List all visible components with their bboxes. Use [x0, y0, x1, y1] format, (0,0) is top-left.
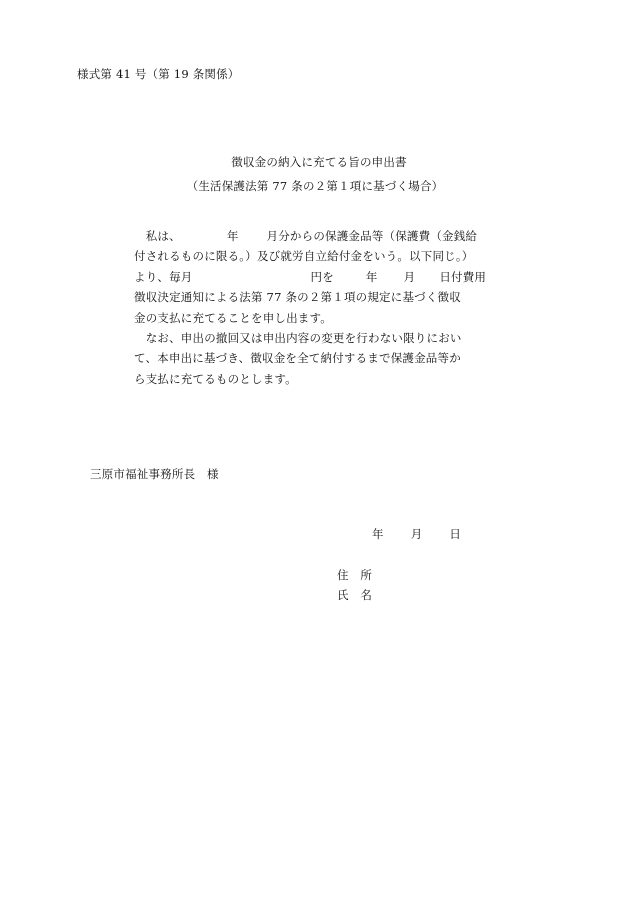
monthly-label: より、毎月: [134, 269, 193, 284]
body-text: [134, 226, 494, 389]
year-label: 年: [226, 229, 239, 243]
addressee: 三原市福祉事務所長 様: [90, 467, 219, 481]
document-subtitle: （生活保護法第 77 条の２第１項に基づく場合）: [186, 179, 444, 193]
yen-label: 円を: [310, 269, 334, 284]
body-line-4: 徴収決定通知による法第 77 条の２第１項の規定に基づく徴収: [134, 290, 461, 305]
body-line-8: ら支払に充てるものとします。: [134, 371, 297, 386]
document-title-block: [0, 150, 630, 198]
month-label-2: 月: [403, 269, 416, 284]
body-line-2: 付されるものに限る。）及び就労自立給付金をいう。以下同じ。）: [134, 249, 474, 264]
body-line-7: て、本申出に基づき、徴収金を全て納付するまで保護金品等か: [134, 351, 461, 366]
body-line-5: 金の支払に充てることを申し出ます。: [134, 310, 332, 325]
address-label: 住 所: [337, 568, 373, 582]
body-line-1-end: 月分からの保護金品等（保護費（金銭給: [266, 229, 478, 243]
body-line-1-start: 私は、: [134, 229, 181, 243]
form-number: 様式第 41 号（第 19 条関係）: [77, 67, 240, 81]
body-line-1: [134, 226, 494, 246]
name-label: 氏 名: [337, 588, 373, 602]
year-label-2: 年: [365, 269, 378, 284]
date-row: [372, 526, 461, 542]
date-year-label: 年: [372, 527, 384, 541]
date-month-label: 月: [410, 527, 423, 541]
day-fee-label: 日付費用: [439, 269, 487, 284]
date-day-label: 日: [449, 527, 462, 541]
body-line-6: なお、申出の撤回又は申出内容の変更を行わない限りにおい: [134, 330, 462, 345]
body-line-3: [134, 267, 494, 287]
document-title: 徴収金の納入に充てる旨の申出書: [231, 155, 407, 169]
